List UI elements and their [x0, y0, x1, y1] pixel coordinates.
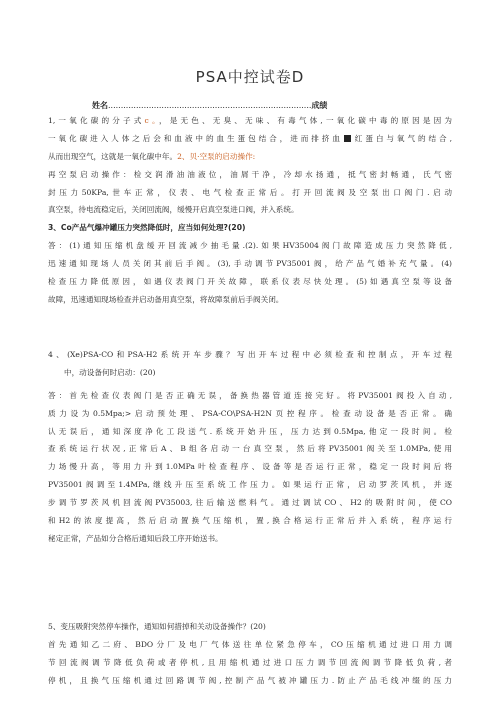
q5-heading: 5、变压吸附突然停车操作，通知如何措掉和关动设备操作？(20): [48, 622, 266, 631]
questions-1-3: [48, 112, 452, 309]
q4-line: 认无误后，通知深度净化工段送气.系统开始升压，压力达到0.5Mpa,他定一段时间。检: [48, 426, 452, 436]
q3-line: 答：(1)通知压缩机盘缓开回流减少抽毛量.(2).如果HV35004阀门故障造成压力突然降低,: [48, 241, 452, 251]
q5-line: 节回流阀调节降低负荷或者停机,且用缩机通过进口压力调节回流阀调节降低负荷,者: [48, 657, 452, 667]
q4-line: PV35001阀调至1.4MPa,继线升压至系统工作压力。如果运行正常，启动罗茨风机，并逐: [48, 480, 452, 490]
q4-line: 和H2的浓度提高，然后启动置换气压缩机，置,换合格运行正常后并入系统，程序运行: [48, 516, 452, 526]
q4-line: 步调节罗茨风机回流阀PV35003,往后输送燃料气。通过调试CO、H2的吸附时间，使CO: [48, 498, 452, 508]
name-score-line: [92, 100, 327, 111]
q4-heading: 4、(Xe)PSA-CO和PSA-H2系统开车步骤？写出开车过程中必须检查和控制点，开车过程: [48, 350, 452, 359]
q4-line: 查系统运行状况,正常后A、B组各启动一台真空泵，然后将PV35001阀关至1.0MPa,使用: [48, 444, 452, 454]
page-title: PSA中控试卷D: [195, 68, 305, 86]
name-dots: ................................................................................: [108, 101, 312, 110]
q5-line: 停机，且换气压缩机通过回路调节阀,控制产品气被冲罐压力.防止产品毛线冲缀的压力: [48, 675, 452, 685]
q4-line: 力场慢升高，等用力升到1.0MPa叶检查程序、设备等是否运行正常，稳定一段时间后将: [48, 462, 452, 472]
q1-line-1: 1,一氧化碳的分子式c。，是无色、无臭、无味、有毒气体,一氧化碳中毒的原因是因为: [48, 116, 452, 125]
q2-line: 封压力50KPa,世车正常，仪表、电气检查正常后。打开回流阀及空泵出口阀门.启动: [48, 187, 452, 197]
q1-line-2: 一氧化碳进入人体之后会和血液中的血生蛋包结合，进而排挤血 红蛋白与氧气的结合,: [48, 133, 452, 143]
q2-heading: 2、贝·空泵的启动操作:: [177, 151, 256, 161]
q4-heading-cont: 中，动设备何时启动：(20): [64, 367, 156, 377]
question-5: [48, 618, 452, 690]
score-label: 成绩: [311, 101, 328, 110]
q2-line: 再空泵启动操作：检交润滑油油液位，油屑干净，冷却水扬通，抵气密封畅通，氏气密: [48, 169, 452, 179]
q2-line: 真空泵，待电流稳定后，关闭回流阀，缓慢开启真空泵进口阀，并入系统。: [48, 205, 299, 215]
q3-heading: 3、Co产品气爆冲罐压力突然降低时，应当如何处理?(20): [48, 223, 246, 233]
q4-line: 质力设为0.5Mpa;>启动预处理、PSA-CO\PSA-H2N页控程序。检查动设备是否正常。确: [48, 408, 452, 418]
q3-line: 迅速通知现场人员关闭其前后手阀。(3),手动调节PV35001阀，给产品气婚补充气量。(4): [48, 259, 452, 269]
q3-line: 检查压力降低原因，如遇仪表阀门开关故障，联系仪表尽快处理。(5)如遇真空泵等设备: [48, 277, 452, 287]
question-4: [48, 346, 452, 548]
redacted-block-icon: [344, 135, 351, 142]
q4-line: 答：首先检查仪表阀门是否正确无误，备换热器管道连接完好。将PV35001阀投入自动,: [48, 390, 452, 400]
q5-line: 首先通知乙二府、BDO分厂及电厂气体送往单位紧急停车，CO压缩机通过进口用力调: [48, 639, 452, 649]
name-label: 姓名: [92, 101, 108, 110]
q1-line-3: 从而出现空气，这就是一氧化碳中年。2、贝·空泵的启动操作:: [48, 151, 256, 161]
q3-line: 故障，迅速通知现场检查并启动备用真空泵，将故障泵前后手阀关闭。: [48, 294, 284, 304]
q4-line: 秘定正常，产品如分合格后通知后段工序开始送书。: [48, 533, 223, 543]
